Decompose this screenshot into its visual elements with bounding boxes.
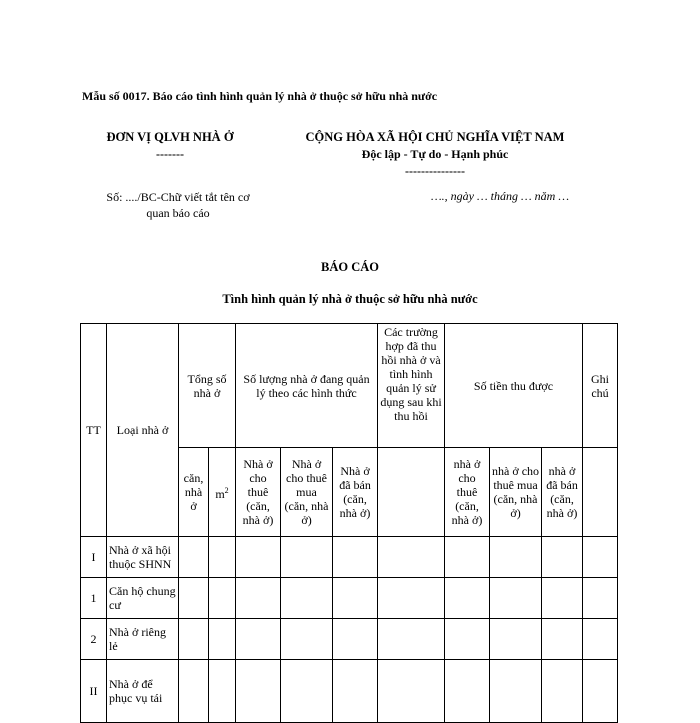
motto: Độc lập - Tự do - Hạnh phúc	[361, 147, 509, 161]
row-type: Căn hộ chung cư	[107, 578, 179, 619]
document-number-line-1: Số: ..../BC-Chữ viết tắt tên cơ	[106, 190, 250, 204]
org-block	[80, 129, 260, 163]
subheader-revenue-sold: nhà ở đã bán (căn, nhà ở)	[542, 448, 583, 537]
header-managed-forms: Số lượng nhà ở đang quản lý theo các hình thức	[236, 324, 378, 448]
header-revenue: Số tiền thu được	[445, 324, 583, 448]
subheader-sold: Nhà ở đã bán (căn, nhà ở)	[333, 448, 378, 537]
row-tt: II	[81, 660, 107, 723]
table-row	[81, 660, 618, 723]
header-total-houses: Tổng số nhà ở	[179, 324, 236, 448]
area-unit-exponent: 2	[224, 485, 229, 495]
document-number	[88, 189, 268, 221]
header-tt: TT	[81, 324, 107, 537]
national-header	[270, 129, 600, 180]
header-note: Ghi chú	[583, 324, 618, 448]
header-house-type: Loại nhà ở	[107, 324, 179, 537]
subheader-area	[209, 448, 236, 537]
subheader-revenue-lease-purchase: nhà ở cho thuê mua (căn, nhà ở)	[490, 448, 542, 537]
org-divider: -------	[156, 147, 184, 161]
row-tt: 2	[81, 619, 107, 660]
date-line: …., ngày … tháng … năm …	[430, 189, 569, 203]
subheader-revenue-rent: nhà ở cho thuê (căn, nhà ở)	[445, 448, 490, 537]
motto-divider: ---------------	[405, 164, 465, 178]
form-title: Mẫu số 0017. Báo cáo tình hình quản lý nhà ở thuộc sở hữu nhà nước	[82, 89, 438, 103]
report-title: BÁO CÁO	[321, 260, 379, 274]
row-tt: I	[81, 537, 107, 578]
table-row	[81, 619, 618, 660]
report-subtitle: Tình hình quản lý nhà ở thuộc sở hữu nhà nước	[222, 292, 478, 306]
area-unit: m	[215, 486, 225, 501]
report-table	[80, 323, 618, 723]
row-type: Nhà ở riêng lẻ	[107, 619, 179, 660]
row-type: Nhà ở xã hội thuộc SHNN	[107, 537, 179, 578]
subheader-units: căn, nhà ở	[179, 448, 209, 537]
subheader-recovered-empty	[378, 448, 445, 537]
subheader-note-empty	[583, 448, 618, 537]
table-header-row-1	[81, 324, 618, 448]
table-row	[81, 578, 618, 619]
row-tt: 1	[81, 578, 107, 619]
org-name: ĐƠN VỊ QLVH NHÀ Ở	[106, 130, 234, 144]
subheader-lease-purchase: Nhà ở cho thuê mua (căn, nhà ở)	[281, 448, 333, 537]
subheader-rent: Nhà ở cho thuê (căn, nhà ở)	[236, 448, 281, 537]
table-row	[81, 537, 618, 578]
document-number-line-2: quan báo cáo	[146, 206, 210, 220]
country-name: CỘNG HÒA XÃ HỘI CHỦ NGHĨA VIỆT NAM	[305, 130, 565, 144]
row-type: Nhà ở để phục vụ tái	[107, 660, 179, 723]
header-recovered-cases: Các trường hợp đã thu hồi nhà ở và tình hình quản lý sử dụng sau khi thu hồi	[378, 324, 445, 448]
